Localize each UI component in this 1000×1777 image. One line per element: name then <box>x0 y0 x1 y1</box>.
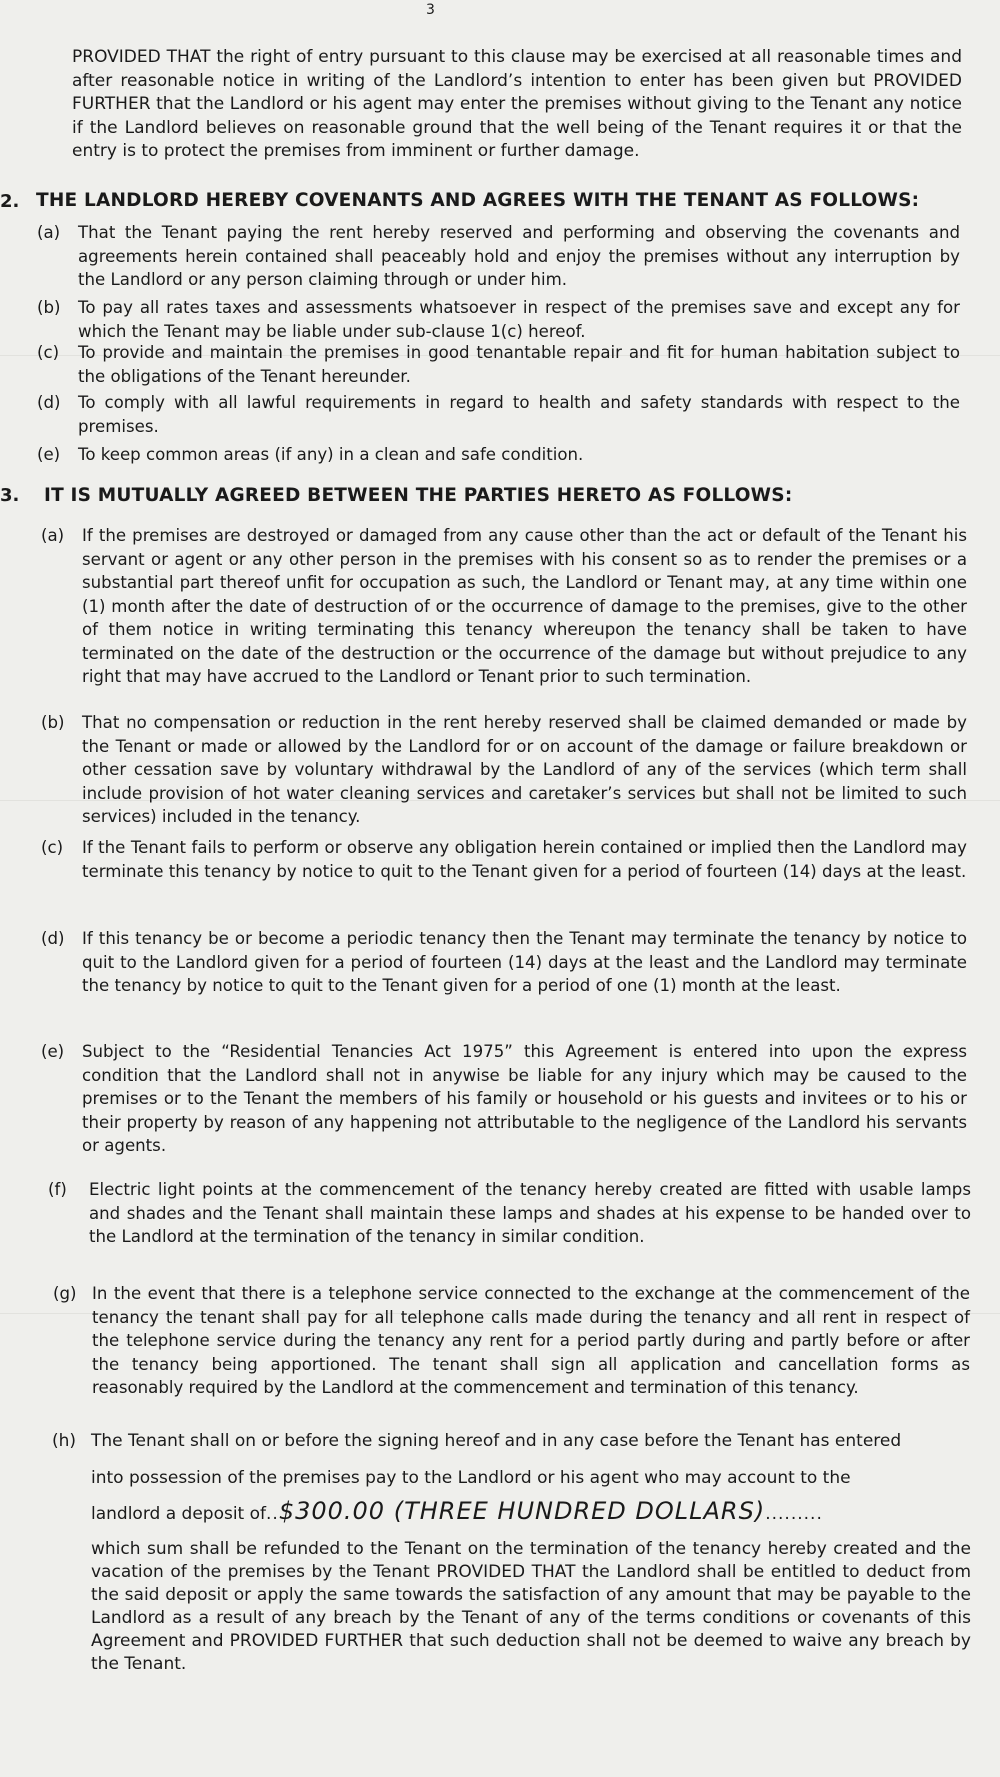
section-3-heading: IT IS MUTUALLY AGREED BETWEEN THE PARTIES HERETO AS FOLLOWS: <box>44 485 793 506</box>
clause-text: To provide and maintain the premises in good tenantable repair and fit for human habitation subject to the obligations of the Tenant hereunder. <box>78 343 960 386</box>
clause-text: That the Tenant paying the rent hereby reserved and performing and observing the covenants and agreements herein contained shall peaceably hold and enjoy the premises without any interruption by the Landlord or any person claiming through or under him. <box>78 223 960 289</box>
clause-text: To pay all rates taxes and assessments whatsoever in respect of the premises save and except any for which the Tenant may be liable under sub-clause 1(c) hereof. <box>78 298 960 341</box>
clause-text: In the event that there is a telephone service connected to the exchange at the commencement of the tenancy the tenant shall pay for all telephone calls made during the tenancy and all rent in respect of the telephone service during the tenancy any rent for a period partly during and partly before or after the tenancy being apportioned. The tenant shall sign all application and cancellation forms as reasonably required by the Landlord at the commencement and termination of this tenancy. <box>92 1284 970 1397</box>
clause-3h-deposit-line: landlord a deposit of..$300.00 (THREE HUNDRED DOLLARS)......... <box>91 1497 823 1525</box>
clause-text: To comply with all lawful requirements in regard to health and safety standards with respect to the premises. <box>78 393 960 436</box>
clause-text: If the premises are destroyed or damaged from any cause other than the act or default of the Tenant his servant or agent or any other person in the premises with his consent so as to render the premises or a substantial part thereof unfit for occupation as such, the Landlord or Tenant may, at any time within one (1) month after the date of destruction of or the occurrence of damage to the premises, give to the other of them notice in writing terminating this tenancy whereupon the tenancy shall be taken to have terminated on the date of the destruction or the occurrence of the damage but without prejudice to any right that may have accrued to the Landlord or Tenant prior to such termination. <box>82 526 967 686</box>
clause-3h-line2: into possession of the premises pay to the Landlord or his agent who may account to the <box>91 1468 851 1488</box>
clause-label: (h) <box>52 1431 77 1451</box>
clause-label: (a) <box>41 526 65 545</box>
deposit-handwritten-amount: $300.00 (THREE HUNDRED DOLLARS) <box>278 1497 766 1525</box>
section-2-number: 2. <box>0 191 20 212</box>
clause-label: (a) <box>37 223 61 242</box>
clause-label: (f) <box>48 1180 67 1199</box>
section-2-heading: THE LANDLORD HEREBY COVENANTS AND AGREES WITH THE TENANT AS FOLLOWS: <box>36 190 920 211</box>
clause-label: (d) <box>41 929 65 948</box>
clause-text: That no compensation or reduction in the rent hereby reserved shall be claimed demanded or made by the Tenant or made or allowed by the Landlord for or on account of the damage or failure breakdown or other cessation save by voluntary withdrawal by the Landlord of any of the services (which term shall include provision of hot water cleaning services and caretaker’s services but shall not be limited to such services) included in the tenancy. <box>82 713 967 826</box>
clause-text: Electric light points at the commencement of the tenancy hereby created are fitted with usable lamps and shades and the Tenant shall maintain these lamps and shades at his expense to be handed over to the Landlord at the termination of the tenancy in similar condition. <box>89 1180 971 1246</box>
clause-text: If this tenancy be or become a periodic tenancy then the Tenant may terminate the tenancy by notice to quit to the Landlord given for a period of fourteen (14) days at the least and the Landlord may terminate the tenancy by notice to quit to the Tenant given for a period of one (1) month at the least. <box>82 929 967 995</box>
section-3-number: 3. <box>0 485 20 506</box>
clause-label: (b) <box>37 298 61 317</box>
intro-paragraph: PROVIDED THAT the right of entry pursuant to this clause may be exercised at all reasonable times and after reasonable notice in writing of the Landlord’s intention to enter has been given but PROVIDED FURTHER that the Landlord or his agent may enter the premises without giving to the Tenant any notice if the Landlord believes on reasonable ground that the well being of the Tenant requires it or that the entry is to protect the premises from imminent or further damage. <box>72 47 962 161</box>
clause-label: (g) <box>53 1284 77 1303</box>
deposit-label: landlord a deposit of <box>91 1504 267 1524</box>
clause-text: If the Tenant fails to perform or observe any obligation herein contained or implied then the Landlord may terminate this tenancy by notice to quit to the Tenant given for a period of fourteen (14) days at the least. <box>82 838 967 881</box>
clause-3h-rest: which sum shall be refunded to the Tenant on the termination of the tenancy hereby created and the vacation of the premises by the Tenant PROVIDED THAT the Landlord shall be entitled to deduct from the said deposit or apply the same towards the satisfaction of any amount that may be payable to the Landlord as a result of any breach by the Tenant of any of the terms conditions or covenants of this Agreement and PROVIDED FURTHER that such deduction shall not be deemed to waive any breach by the Tenant. <box>91 1539 971 1674</box>
clause-3h-line1: The Tenant shall on or before the signing hereof and in any case before the Tenant has entered <box>91 1431 902 1451</box>
clause-label: (e) <box>41 1042 65 1061</box>
clause-label: (d) <box>37 393 61 412</box>
clause-label: (c) <box>41 838 64 857</box>
clause-text: To keep common areas (if any) in a clean and safe condition. <box>78 445 584 464</box>
clause-text: Subject to the “Residential Tenancies Act 1975” this Agreement is entered into upon the express condition that the Landlord shall not in anywise be liable for any injury which may be caused to the premises or to the Tenant the members of his family or household or his guests and invitees or to his or their property by reason of any happening not attributable to the negligence of the Landlord his servants or agents. <box>82 1042 967 1155</box>
clause-label: (c) <box>37 343 60 362</box>
clause-label: (b) <box>41 713 65 732</box>
page-number: 3 <box>426 2 435 18</box>
clause-label: (e) <box>37 445 61 464</box>
